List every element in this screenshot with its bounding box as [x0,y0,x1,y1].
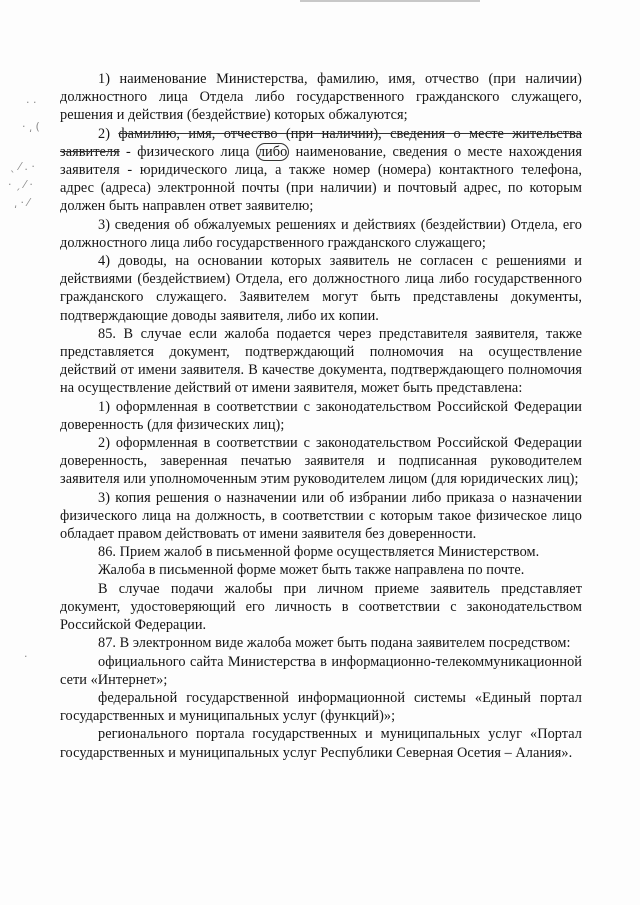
margin-pencil-mark: ͵ · ⁄ [14,196,30,209]
struck-through-text: фамилию, имя, отчество (при наличии), сведения о месте жительства заявителя [60,125,582,160]
margin-pencil-mark: ˎ ⁄ . · [10,160,35,173]
document-body [60,70,582,762]
clause-86-personal: В случае подачи жалобы при личном приеме заявитель представляет документ, удостоверяющий его личность в соответствии с законодательством Российской Федерации. [60,580,582,634]
margin-pencil-mark: · ͵ ( [22,120,40,133]
list-item-1: 1) наименование Министерства, фамилию, имя, отчество (при наличии) должностного лица Отдела либо государственного гражданского служащего, решения и действия (бездействие) которых обжалуются; [60,71,582,124]
list-item-3: 3) сведения об обжалуемых решениях и действиях (бездействии) Отдела, его должностного лица либо государственного гражданского служащего; [60,216,582,251]
margin-pencil-mark: · · [26,96,37,109]
clause-85-item-3: 3) копия решения о назначении или об избрании либо приказа о назначении физического лица на должность, в соответствии с которым такое физическое лицо обладает правом действовать от имени заявителя без доверенности. [60,489,582,543]
clause-85-item-2: 2) оформленная в соответствии с законодательством Российской Федерации доверенность, заверенная печатью заявителя и подписанная руководителем заявителя или уполномоченным этим руководителем лицом (для юридических лиц); [60,435,582,488]
clause-87-item-site: официального сайта Министерства в информационно-телекоммуникационной сети «Интернет»; [60,653,582,688]
clause-85-item-1: 1) оформленная в соответствии с законодательством Российской Федерации доверенность (для физических лиц); [60,398,582,433]
circled-word: либо [257,143,288,160]
clause-86: 86. Прием жалоб в письменной форме осуществляется Министерством. [98,544,540,561]
top-edge-rule [300,0,480,2]
clause-86-post: Жалоба в письменной форме может быть также направлена по почте. [98,562,525,579]
list-item-2 [60,125,582,216]
list-item-2-number: 2) [98,125,119,142]
list-item-4: 4) доводы, на основании которых заявитель не согласен с решениями и действиями (бездействием) Отдела, его должностного лица либо государственного гражданского служащего. Заявителем могут быть представлены документы, подтверждающие доводы заявителя, либо их копии. [60,253,582,324]
margin-pencil-mark: · [24,650,28,663]
clause-87-item-regional-portal: регионального портала государственных и муниципальных услуг «Портал государственных и муниципальных услуг Республики Северная Осетия – Алания». [60,726,582,761]
list-item-2-rest: наименование, сведения о месте нахождения заявителя - юридического лица, а также номер (номера) контактного телефона, адрес (адреса) электронной почты (при наличии) и почтовый адрес, по которым должен быть направлен ответ заявителю; [60,143,582,215]
margin-pencil-mark: · ˏ ⁄ · [8,178,33,191]
clause-85: 85. В случае если жалоба подается через представителя заявителя, также представляется документ, подтверждающий полномочия на осуществление действий от имени заявителя. В качестве документа, подтверждающего полномочия на осуществление действий от имени заявителя, может быть представлена: [60,325,582,397]
clause-87: 87. В электронном виде жалоба может быть подана заявителем посредством: [98,635,571,652]
clause-87-item-federal-portal: федеральной государственной информационной системы «Единый портал государственных и муниципальных услуг (функций)»; [60,689,582,725]
list-item-2-part: - физического лица [119,143,256,160]
